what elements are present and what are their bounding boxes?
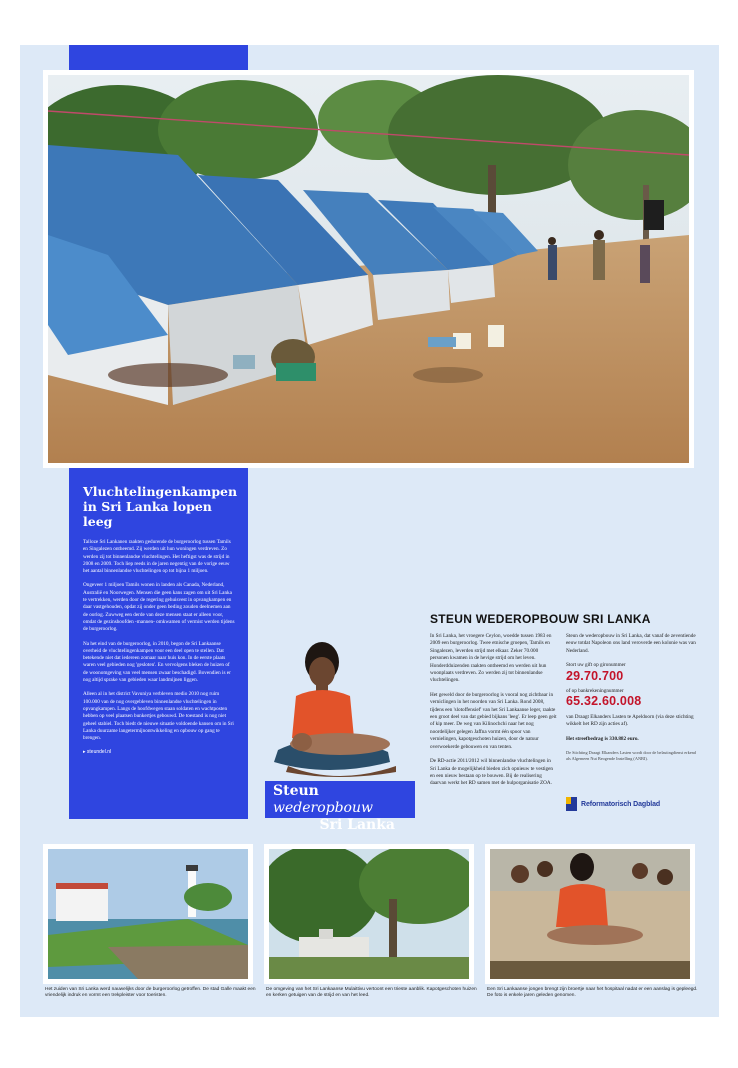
article-paragraph: Na het eind van de burgeroorlog, in 2010, begon de Sri Lankaanse overheid de vluchtelingenkampen voor een deel open te stellen. Dat betekende niet dat iedereen zomaar naar huis kon. In de eerste plaats waren veel gebieden nog 'gesloten'. En vervolgens bleken de huizen of de woonomgeving van veel mensen zwaar beschadigd. Bovendien is er nog altijd sprake van gebieden waar landmijnen liggen. (83, 640, 231, 684)
appeal-paragraph: Het geweld door de burgeroorlog is vooral nog zichtbaar in verniclingen in het noorden van Sri Lanka. Rond 2008, tijdens een 'slotoffensief' van het Sri Lankaanse leger, raakte een groot deel van dat gebied bijkans 'leeg'. Er leep geen geit of kip meer. De weg van Kilinochchi naar het nog noordelijker gelegen Jaffna vormt één spoor van vernielingen, kapotgeschoten huizen, door de natuur overwoekerde gebouwen en van tenten. (430, 691, 557, 750)
appeal-title: STEUN WEDEROPBOUW SRI LANKA (430, 612, 651, 626)
article-refugee-camps (69, 468, 248, 819)
photo-boy-hospital (485, 844, 695, 984)
appeal-intro: Steun de wederopbouw in Sri Lanka, dat vanaf de zeventiende eeuw totdat Napoleon ons land veroverde een kolonie was van Nederland. (566, 633, 696, 654)
caption-mulaittivu: De omgeving van het Sri Lankaanse Mulaittivu vertoont een trieste aanblik. Kapotgeschoten huizen en kerken getuigen van de strijd en van het leed. (266, 987, 477, 999)
giro-label: Stort uw gift op gironummer (566, 662, 626, 669)
article-paragraph: Alleen al in het district Vavuniya verbleven medio 2010 nog ruim 100.000 van de nog overgebleven binnenlandse vluchtelingen in opvangkampen. Langs de hoofdwegen staan soldaten en wachtposten hebben op veel plaatsen bunkertjes gebouwd. De toestand is nog niet geheel stabiel. Toch biedt de nieuwe situatie voldoende kansen om in Sri Lanka duurzame langetermijnontwikkeling en opbouw op gang te brengen. (83, 691, 234, 742)
anbi-disclaimer: De Stichting Draagt Elkanders Lasten wordt door de belastingdienst erkend als Algemeen Nut Beogende Instelling (ANBI). (566, 750, 696, 762)
target-amount: Het streefbedrag is 330.882 euro. (566, 735, 639, 742)
photo-mulaittivu (264, 844, 474, 984)
article-source-link[interactable]: ▸ steundel.nl (83, 749, 112, 756)
header-tab (69, 45, 248, 71)
campaign-sri-lanka: Sri Lanka (319, 817, 395, 833)
main-photo-refugee-camp (43, 70, 694, 468)
campaign-logo (265, 781, 415, 833)
caption-boy-hospital: Een Sri Lankaanse jongen brengt zijn broertje naar het hospitaal nadat er een aanslag is gepleegd. De foto is enkele jaren geleden genomen. (487, 987, 698, 999)
appeal-paragraph: De RD-actie 2011/2012 wil binnenlandse vluchtelingen in Sri Lanka de mogelijkheid bieden zich opnieuw te vestigen en een nieuw bestaan op te bouwen. Bij de realisering daarvan werkt het RD samen met de hulporganisatie ZOA. (430, 758, 554, 787)
article-paragraph: Ongeveer 1 miljoen Tamils wonen in landen als Canada, Nederland, Australië en Noorwegen. Mensen die geen kans zagen om uit Sri Lanka te vertrekken, werden door de regering gehuisvest in opvangkampen en daar vastgehouden, opdat zij onder geen beding zouden deelnemen aan de oorlog. Zuwweg een derde van deze mensen staat er alleen voor, omdat de gezinshoofden -mannen- omkwamen of vermist werden tijdens de burgeroorlog. (83, 582, 235, 633)
campaign-word-steun: Steun (273, 783, 319, 799)
article-title: Vluchtelingenkampen in Sri Lanka lopen leeg (83, 484, 238, 529)
bank-number: 65.32.60.008 (566, 694, 642, 709)
bank-label: of op bankrekeningnummer (566, 688, 624, 695)
appeal-left-column (430, 633, 558, 795)
logo-text: Reformatorisch Dagblad (581, 800, 661, 808)
photo-galle (43, 844, 253, 984)
caption-galle: Het zuiden van Sri Lanka werd nauwelijks door de burgeroorlog getroffen. De stad Galle maakt een vriendelijk indruk en vormt een trekpleister voor toeristen. (45, 987, 256, 999)
boy-with-baby-photo (268, 640, 410, 782)
appeal-paragraph: In Sri Lanka, het vroegere Ceylon, woedde tussen 1983 en 2009 een burgeroorlog. Twee etnische groepen, Tamils en Singalezen, leverden strijd met elkaar. Zeker 70.000 personen kwamen in de hevige strijd om het leven. Honderdduizenden raakten ontheemd en werden uit hun woonplaats verdreven. Zo werden zij tot binnenlandse vluchtelingen. (430, 633, 552, 684)
rd-logo-icon (566, 797, 577, 811)
account-holder: van Draagt Elkanders Lasten te Apeldoorn (via deze stichting wikkelt het RD zijn acties af). (566, 713, 694, 728)
appeal-right-column (566, 633, 696, 769)
reformatorisch-dagblad-logo (566, 797, 660, 811)
campaign-word-wederopbouw: wederopbouw (273, 800, 373, 816)
giro-number: 29.70.700 (566, 668, 624, 683)
article-paragraph: Talloze Sri Lankanen raakten gedurende de burgeroorlog tussen Tamils en Singalezen ontheemd. Zij werden uit hun woningen verdreven. Zo werden zij tot binnenlandse vluchtelingen. Het heftigst was de strijd in 2008 en 2009. Toch liep reeds in de jaren negentig van de vorige eeuw het aantal binnenlandse vluchtelingen op tot bijna 1 miljoen. (83, 539, 231, 575)
